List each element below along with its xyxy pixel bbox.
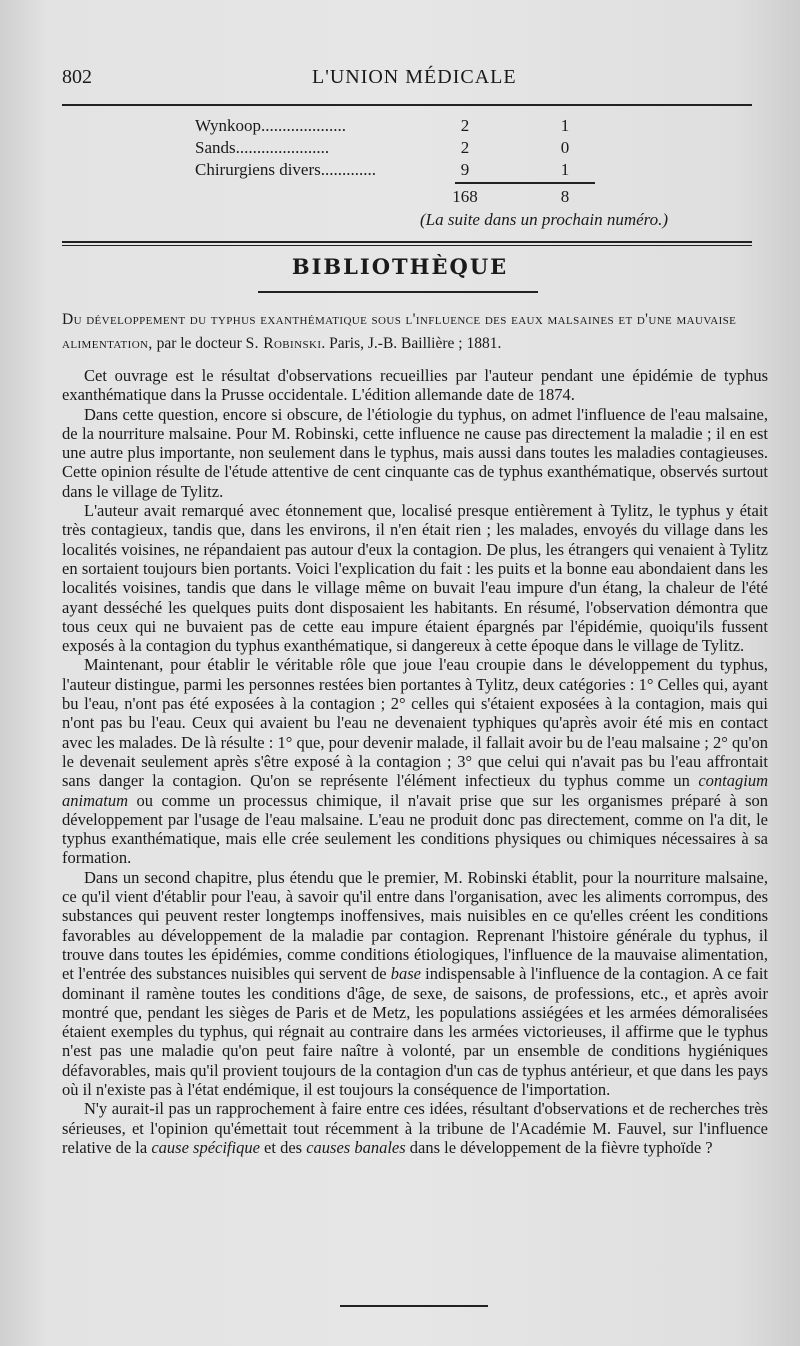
- italic-term: contagium animatum: [62, 771, 768, 810]
- paragraph-text: Dans un second chapitre, plus étendu que le premier, M. Robinski établit, pour la nourriture malsaine, ce qu'il vient d'établir pour l'eau, à savoir qu'il entre dans l'organisation, avec les aliments corrompus, des substances qui peuvent rester longtemps inoffensives, mais nuisibles en ce qu'elles créent les conditions favorables au développement de la maladie par contagion. Reprenant l'histoire générale du typhus, il trouve dans toutes les épidémies, comme conditions étiologiques, l'influence de la mauvaise alimentation, et l'entrée des substances nuisibles qui servent de: [62, 867, 768, 984]
- row-value-1: 2: [460, 116, 470, 135]
- book-title: Du développement du typhus exanthématique sous l'influence des eaux malsaines et d'une mauvaise alimentation,: [62, 311, 737, 352]
- book-author: S. Robinski: [245, 335, 322, 352]
- section-double-rule-bottom: [62, 245, 752, 246]
- row-name: Sands......................: [195, 138, 330, 157]
- paragraph: [62, 1099, 768, 1157]
- section-title-underline: [258, 291, 538, 293]
- row-value-2: 1: [560, 116, 570, 135]
- paragraph-text: Maintenant, pour établir le véritable rôle que joue l'eau croupie dans le développement du typhus, l'auteur distingue, parmi les personnes restées bien portantes à Tylitz, deux catégories : 1° Celles qui, ayant bu l'eau, n'ont pas été exposées à la contagion ; 2° celles qui s'étaient exposées à la contagion, mais qui n'ont pas bu l'eau. Ceux qui avaient bu l'eau ne devenaient typhiques qu'après avoir été mis en contact avec les malades. De là résulte : 1° que, pour devenir malade, il fallait avoir bu de l'eau malsaine ; 2° qu'on le devenait seulement après s'être exposé à la contagion ; 3° que celui qui n'avait pas bu l'eau affrontait sans danger la contagion. Qu'on se représente l'élément infectieux du typhus comme un: [62, 655, 768, 791]
- paragraph: Cet ouvrage est le résultat d'observations recueillies par l'auteur pendant une épidémie de typhus exanthématique dans la Prusse occidentale. L'édition allemande date de 1874.: [62, 366, 768, 405]
- paragraph-text: indispensable à l'influence de la contagion. A ce fait dominant il ramène toutes les conditions d'âge, de sexe, de saisons, de professions, etc., et après avoir montré que, pendant les sièges de Paris et de Metz, les populations assiégées et les armées démoralisées étaient exemples du typhus, qui régnait au contraire dans les armées victorieuses, il affirme que le typhus n'est pas une maladie qu'on peut faire naître à volonté, par un ensemble de conditions hygiéniques défavorables, mais qu'il provient toujours de la contagion d'un cas de typhus antérieur, et que dans les pays où il n'existe pas à l'état endémique, il est toujours la conséquence de l'importation.: [62, 964, 768, 1099]
- paragraph: Dans cette question, encore si obscure, de l'étiologie du typhus, on admet l'influence de l'eau malsaine, de la nourriture malsaine. Pour M. Robinski, cette influence ne cause pas directement la maladie ; il en est une autre plus importante, non seulement dans le typhus, mais aussi dans toutes les maladies contagieuses. Cette opinion résulte de l'étude attentive de cent cinquante cas de typhus exanthématique, observés surtout dans le village de Tylitz.: [62, 404, 768, 501]
- totals-rule: [455, 182, 595, 184]
- row-name: Chirurgiens divers.............: [195, 160, 377, 179]
- review-body: [62, 366, 768, 1157]
- page-header: [62, 66, 742, 96]
- paragraph: L'auteur avait remarqué avec étonnement que, localisé presque entièrement à Tylitz, le typhus y était très contagieux, tandis que, dans les environs, il n'en était rien ; les malades, envoyés du village dans les localités voisines, ne répandaient pas autour d'eux la contagion. De plus, les étrangers qui venaient à Tylitz en sortaient toujours bien portants. Voici l'explication du fait : les puits et la bonne eau abondaient dans les localités voisines, tandis que dans le village même on buvait l'eau impure d'un étang, la chaleur de l'été ayant desséché les quelques puits dont disposaient les habitants. En résumé, l'observation démontra que tous ceux qui ne buvaient pas de cette eau impure étaient épargnés par l'épidémie, quoiqu'ils fussent exposés à la contagion du typhus exanthématique, si dangereux à cette époque dans le village de Tylitz.: [62, 501, 768, 656]
- table-row: [195, 138, 615, 162]
- italic-term: base: [390, 964, 421, 984]
- paragraph: [62, 655, 768, 867]
- continued-note: (La suite dans un prochain numéro.): [420, 210, 669, 229]
- section-title: BIBLIOTHÈQUE: [291, 254, 509, 279]
- table-row: [195, 116, 615, 140]
- row-value-2: 0: [560, 138, 570, 157]
- book-publisher: . Paris, J.-B. Baillière ; 1881.: [321, 335, 502, 352]
- book-title-by: par le docteur: [152, 335, 246, 352]
- total-value-2: 8: [560, 187, 570, 206]
- row-value-1: 2: [460, 138, 470, 157]
- paragraph-text: et des: [259, 1137, 307, 1157]
- paragraph: [62, 868, 768, 1100]
- review-heading: [62, 308, 752, 356]
- italic-term: cause spécifique: [151, 1137, 260, 1157]
- table-row: [195, 160, 615, 184]
- italic-term: causes banales: [306, 1137, 406, 1157]
- closing-rule: [340, 1305, 488, 1307]
- row-value-1: 9: [460, 160, 470, 179]
- journal-title: L'UNION MÉDICALE: [312, 66, 517, 88]
- row-value-2: 1: [560, 160, 570, 179]
- page-number: 802: [62, 66, 92, 88]
- paragraph-text: dans le développement de la fièvre typhoïde ?: [405, 1137, 713, 1157]
- header-rule: [62, 104, 752, 106]
- paragraph-text: ou comme un processus chimique, il n'avait prise que sur les organismes préparé à son développement par l'usage de l'eau malsaine. L'eau ne produit donc pas directement, comme on l'a dit, le typhus exanthématique, mais elle crée seulement les conditions physiques ou chimiques nécessaires à sa formation.: [62, 790, 768, 868]
- section-double-rule-top: [62, 241, 752, 243]
- row-name: Wynkoop....................: [195, 116, 347, 135]
- total-value-1: 168: [452, 187, 478, 206]
- paragraph-text: N'y aurait-il pas un rapprochement à faire entre ces idées, résultant d'observations et de recherches très sérieuses, et l'opinion qu'émettait tout récemment à la tribune de l'Académie M. Fauvel, sur l'influence relative de la: [62, 1099, 768, 1157]
- totals-row: [195, 187, 615, 211]
